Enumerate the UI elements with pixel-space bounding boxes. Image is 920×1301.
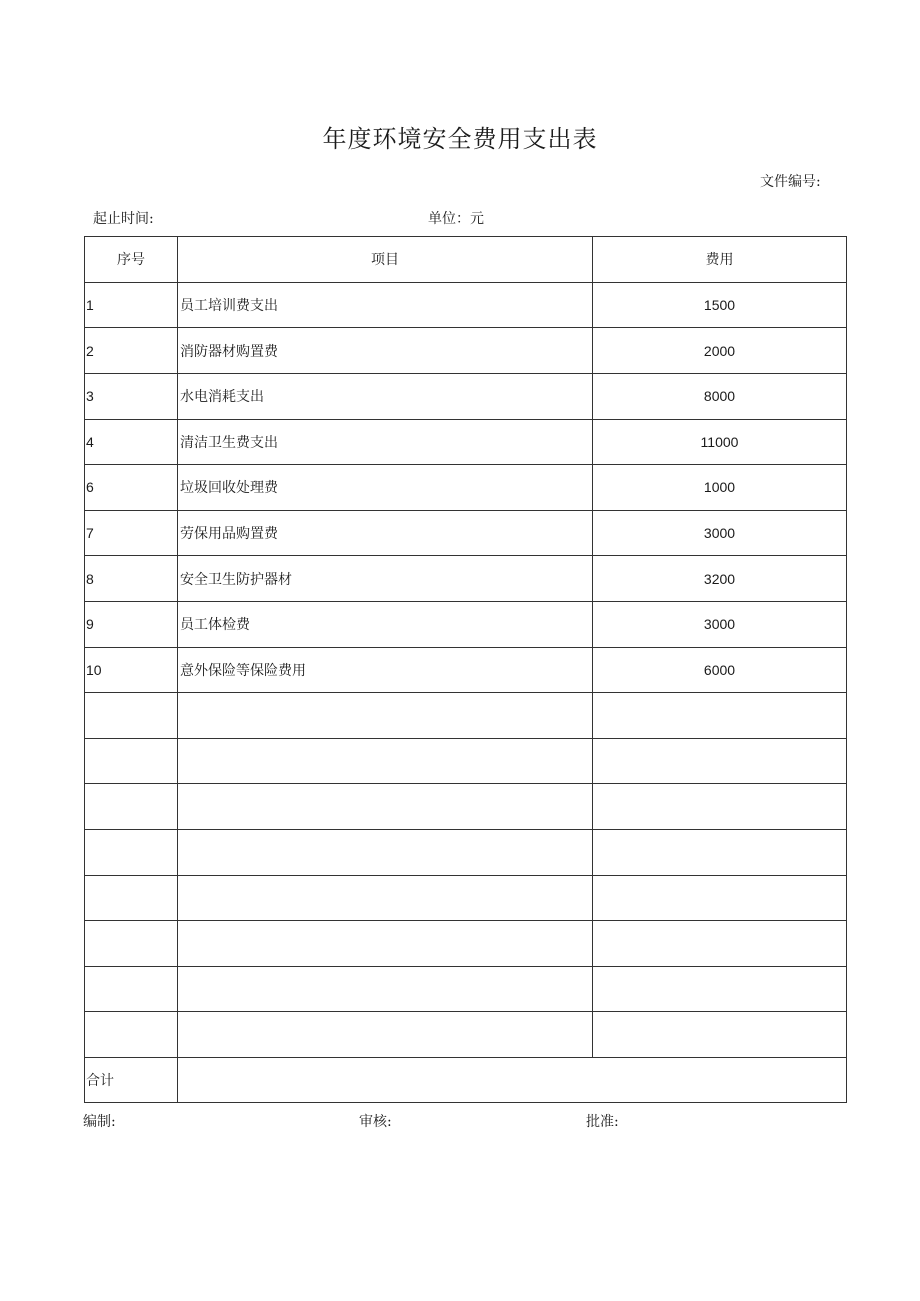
table-row [85, 875, 847, 921]
table-row [85, 373, 847, 419]
row-item-cell [178, 738, 593, 784]
header-item: 项目 [178, 237, 593, 283]
table-row [85, 282, 847, 328]
row-cost-cell [593, 738, 847, 784]
row-number-cell: 4 [85, 419, 178, 465]
row-number-cell [85, 966, 178, 1012]
expense-table [84, 236, 847, 1103]
table-row [85, 647, 847, 693]
row-number-cell: 2 [85, 328, 178, 374]
row-number-cell [85, 875, 178, 921]
row-number-cell: 6 [85, 465, 178, 511]
row-number-cell: 3 [85, 373, 178, 419]
row-item-cell [178, 921, 593, 967]
row-number-cell [85, 1012, 178, 1058]
row-cost-cell [593, 1012, 847, 1058]
table-row [85, 419, 847, 465]
row-item-cell: 意外保险等保险费用 [178, 647, 593, 693]
row-number-cell: 1 [85, 282, 178, 328]
row-cost-cell: 11000 [593, 419, 847, 465]
row-number-cell [85, 784, 178, 830]
row-cost-cell [593, 875, 847, 921]
total-value-cell [178, 1057, 847, 1103]
row-item-cell: 水电消耗支出 [178, 373, 593, 419]
table-row [85, 693, 847, 739]
approved-by-label: 批准: [586, 1114, 619, 1130]
row-item-cell: 劳保用品购置费 [178, 510, 593, 556]
row-number-cell: 10 [85, 647, 178, 693]
header-no: 序号 [85, 237, 178, 283]
row-cost-cell: 3000 [593, 510, 847, 556]
table-row [85, 966, 847, 1012]
table-row [85, 510, 847, 556]
header-cost: 费用 [593, 237, 847, 283]
total-row [85, 1057, 847, 1103]
period-label: 起止时间: [93, 211, 154, 227]
row-number-cell: 8 [85, 556, 178, 602]
row-cost-cell: 3000 [593, 601, 847, 647]
table-row [85, 738, 847, 784]
table-row [85, 1012, 847, 1058]
row-number-cell: 9 [85, 601, 178, 647]
row-item-cell [178, 693, 593, 739]
row-item-cell [178, 1012, 593, 1058]
row-cost-cell: 1500 [593, 282, 847, 328]
document-number-label: 文件编号: [760, 174, 821, 190]
row-number-cell: 7 [85, 510, 178, 556]
row-number-cell [85, 693, 178, 739]
row-cost-cell: 3200 [593, 556, 847, 602]
table-row [85, 465, 847, 511]
row-cost-cell: 8000 [593, 373, 847, 419]
table-row [85, 556, 847, 602]
row-item-cell [178, 829, 593, 875]
table-row [85, 328, 847, 374]
table-row [85, 921, 847, 967]
table-row [85, 601, 847, 647]
row-number-cell [85, 829, 178, 875]
row-item-cell: 垃圾回收处理费 [178, 465, 593, 511]
row-item-cell: 员工培训费支出 [178, 282, 593, 328]
row-item-cell: 员工体检费 [178, 601, 593, 647]
row-cost-cell [593, 829, 847, 875]
row-cost-cell [593, 966, 847, 1012]
row-cost-cell: 2000 [593, 328, 847, 374]
table-header-row [85, 237, 847, 283]
reviewed-by-label: 审核: [359, 1114, 392, 1130]
row-number-cell [85, 921, 178, 967]
unit-label: 单位：元 [428, 211, 484, 227]
total-label-cell: 合计 [85, 1057, 178, 1103]
row-item-cell [178, 784, 593, 830]
row-item-cell: 清洁卫生费支出 [178, 419, 593, 465]
row-cost-cell: 1000 [593, 465, 847, 511]
row-item-cell [178, 875, 593, 921]
row-item-cell: 消防器材购置费 [178, 328, 593, 374]
expense-table-body [85, 237, 847, 1103]
row-item-cell: 安全卫生防护器材 [178, 556, 593, 602]
row-cost-cell [593, 784, 847, 830]
row-cost-cell [593, 693, 847, 739]
row-item-cell [178, 966, 593, 1012]
row-cost-cell: 6000 [593, 647, 847, 693]
row-number-cell [85, 738, 178, 784]
table-row [85, 829, 847, 875]
prepared-by-label: 编制: [83, 1114, 116, 1130]
document-title: 年度环境安全费用支出表 [322, 125, 598, 153]
row-cost-cell [593, 921, 847, 967]
table-row [85, 784, 847, 830]
